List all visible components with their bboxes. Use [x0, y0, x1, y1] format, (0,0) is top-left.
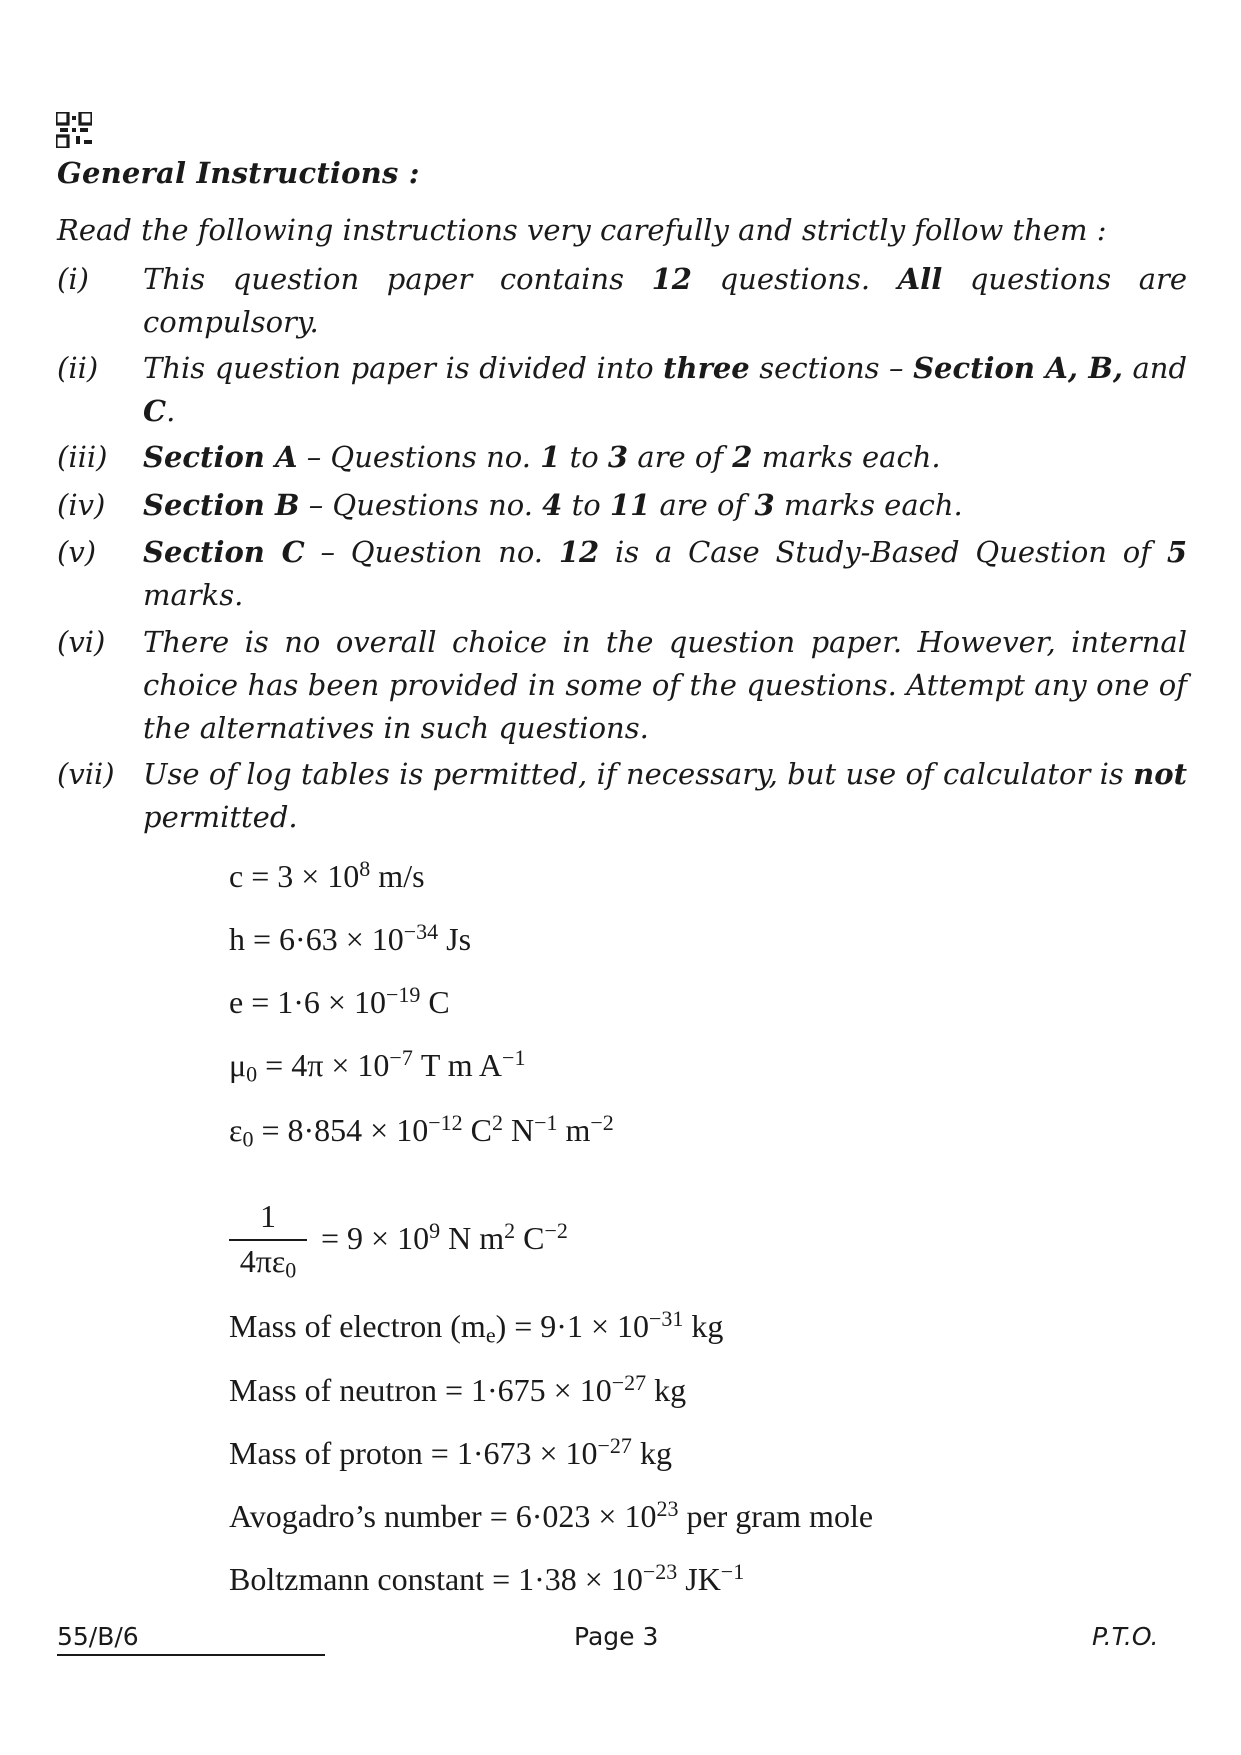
instruction-item: (iv) Section B – Questions no. 4 to 11 are of 3 marks each.	[57, 488, 963, 522]
constant-eps0: $\varepsilon_0 = 8\cdot 854 \times 10^{-12}$ $C^2$ $N^{-1}$ $m^{-2}$	[229, 1110, 614, 1152]
page-number: Page 3	[574, 1622, 659, 1651]
footer-rule	[57, 1654, 325, 1656]
paper-code: 55/B/6	[57, 1622, 139, 1651]
instruction-item: (vi) There is no overall choice in the question paper. However, internal choice has been provided in some of the questions. Attempt any one of the alternatives in such questions.	[57, 625, 1187, 745]
constant-avogadro: Avogadro’s number = $6\cdot 023 \times 10^{23}$ per gram mole	[229, 1496, 874, 1534]
instruction-item: (v) Section C – Question no. 12 is a Case Study-Based Question of 5 marks.	[57, 535, 1188, 612]
constant-electron-mass: Mass of electron $(m_e) = 9\cdot 1 \times 10^{-31}$ kg	[229, 1306, 724, 1348]
constant-mu0: $\mu_0 = 4\pi \times 10^{-7}$ T m $A^{-1}$	[229, 1045, 526, 1087]
constant-e: $e = 1\cdot 6 \times 10^{-19}$ C	[229, 982, 450, 1020]
page-heading: General Instructions :	[57, 156, 420, 190]
instruction-item: (i) This question paper contains 12 questions. All questions are compulsory.	[57, 262, 1188, 339]
constant-coulomb: = $9 \times 10^9$ N $m^2$ $C^{-2}$	[321, 1218, 568, 1256]
qr-code-icon	[56, 112, 92, 148]
pto-label: P.T.O.	[1092, 1622, 1159, 1651]
constant-c: $c = 3 \times 10^8$ m/s	[229, 856, 425, 894]
constant-proton-mass: Mass of proton = $1\cdot 673 \times 10^{-27}$ kg	[229, 1433, 672, 1471]
constant-boltzmann: Boltzmann constant = $1\cdot 38 \times 10^{-23}$ $JK^{-1}$	[229, 1559, 745, 1597]
intro-text: Read the following instructions very carefully and strictly follow them :	[57, 213, 1107, 247]
instruction-item: (ii) This question paper is divided into three sections – Section A, B, and C.	[57, 351, 1188, 428]
coulomb-fraction: 1 $4\pi\varepsilon_0$	[229, 1198, 307, 1280]
constant-neutron-mass: Mass of neutron = $1\cdot 675 \times 10^{-27}$ kg	[229, 1370, 687, 1408]
constant-h: $h = 6\cdot 63 \times 10^{-34}$ Js	[229, 919, 472, 957]
instruction-item: (iii) Section A – Questions no. 1 to 3 are of 2 marks each.	[57, 440, 941, 474]
instruction-item: (vii) Use of log tables is permitted, if necessary, but use of calculator is not permitted.	[57, 757, 1187, 834]
